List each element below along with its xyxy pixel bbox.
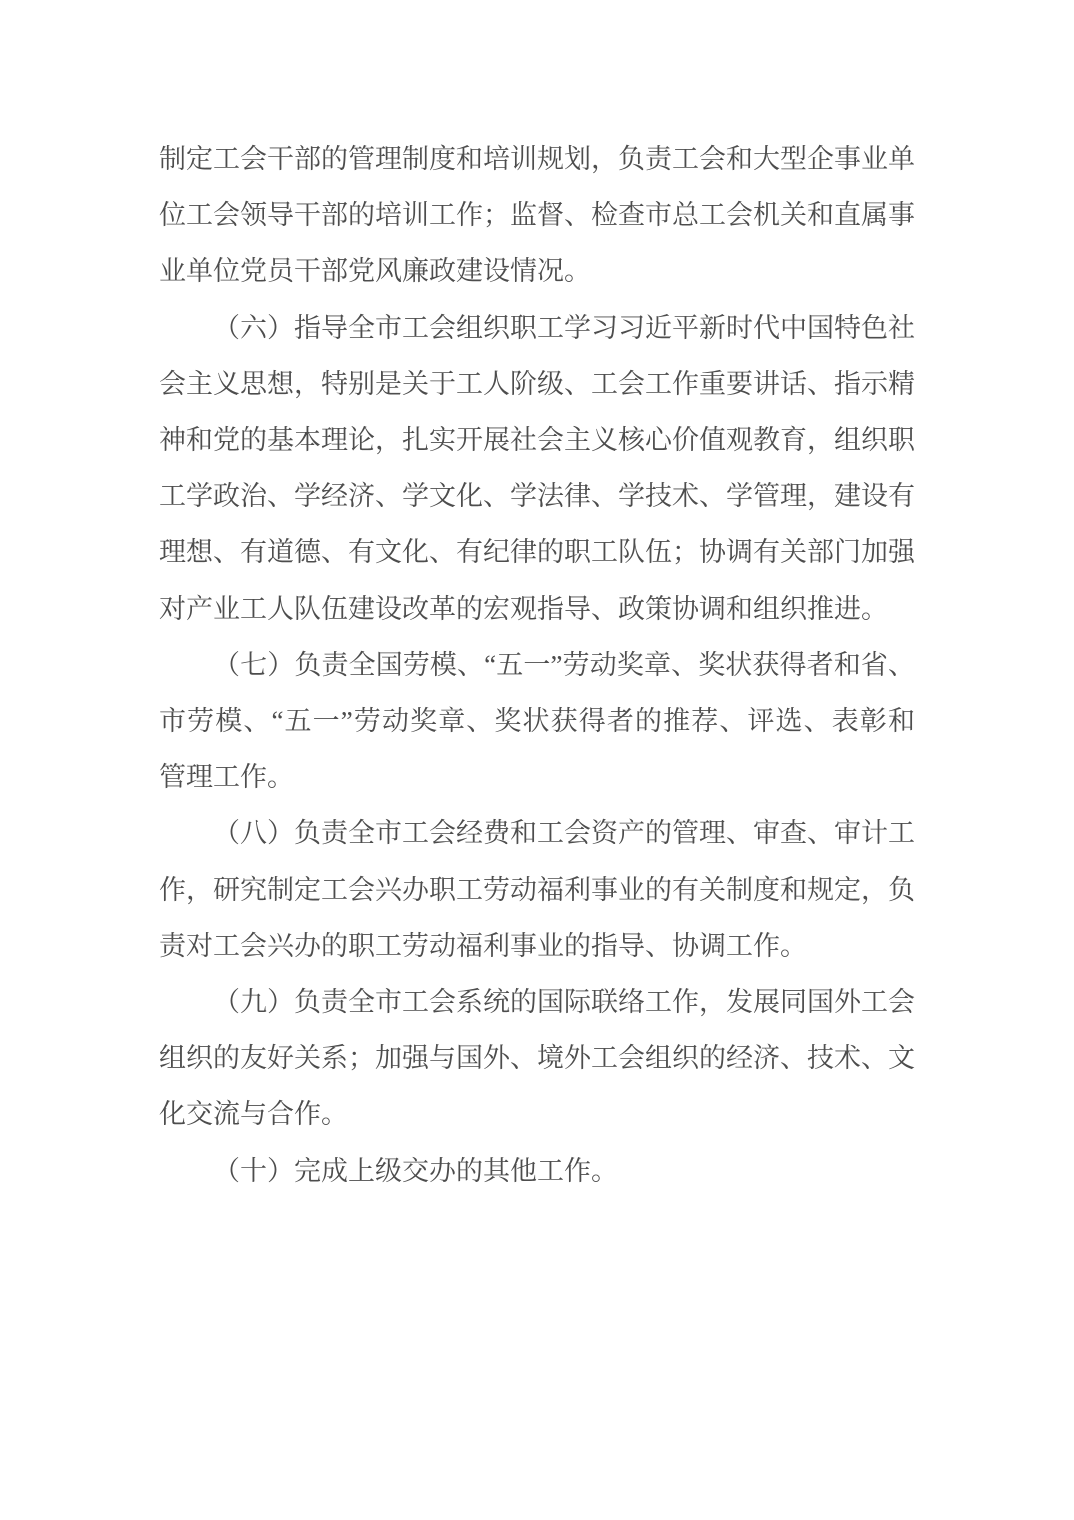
text-line <box>159 1143 915 1199</box>
text-line <box>159 131 915 187</box>
text-line <box>159 693 915 749</box>
text-line <box>159 468 915 524</box>
text-line-content: 对产业工人队伍建设改革的宏观指导、政策协调和组织推进。 <box>159 593 888 624</box>
text-line-content: 化交流与合作。 <box>159 1099 348 1130</box>
text-line-content: 理想、有道德、有文化、有纪律的职工队伍；协调有关部门加强 <box>159 537 915 568</box>
text-line-content: （六）指导全市工会组织职工学习习近平新时代中国特色社 <box>213 312 915 343</box>
text-line <box>159 356 915 412</box>
text-line-content: 作，研究制定工会兴办职工劳动福利事业的有关制度和规定，负 <box>159 874 915 905</box>
text-line <box>159 862 915 918</box>
text-line <box>159 637 915 693</box>
text-line <box>159 1030 915 1086</box>
text-line-content: 神和党的基本理论，扎实开展社会主义核心价值观教育，组织职 <box>159 425 915 456</box>
text-line <box>159 1086 915 1142</box>
text-line <box>159 581 915 637</box>
text-line-content: （七）负责全国劳模、“五一”劳动奖章、奖状获得者和省、 <box>213 649 916 680</box>
text-line-content: （八）负责全市工会经费和工会资产的管理、审查、审计工 <box>213 818 915 849</box>
text-line-content: （十）完成上级交办的其他工作。 <box>213 1155 618 1186</box>
text-line-content: 工学政治、学经济、学文化、学法律、学技术、学管理，建设有 <box>159 481 915 512</box>
text-line <box>159 412 915 468</box>
text-line <box>159 805 915 861</box>
text-line-content: 责对工会兴办的职工劳动福利事业的指导、协调工作。 <box>159 930 807 961</box>
text-line-content: （九）负责全市工会系统的国际联络工作，发展同国外工会 <box>213 987 915 1018</box>
text-line-content: 管理工作。 <box>159 762 294 793</box>
text-line-content: 市劳模、“五一”劳动奖章、奖状获得者的推荐、评选、表彰和 <box>159 706 917 737</box>
text-line-content: 业单位党员干部党风廉政建设情况。 <box>159 256 591 287</box>
text-line <box>159 918 915 974</box>
text-line <box>159 974 915 1030</box>
text-line <box>159 187 915 243</box>
text-line <box>159 300 915 356</box>
text-line-content: 组织的友好关系；加强与国外、境外工会组织的经济、技术、文 <box>159 1043 915 1074</box>
document-body <box>159 131 915 1199</box>
text-line-content: 制定工会干部的管理制度和培训规划，负责工会和大型企事业单 <box>159 144 915 174</box>
text-line <box>159 749 915 805</box>
text-line <box>159 524 915 580</box>
text-line-content: 位工会领导干部的培训工作；监督、检查市总工会机关和直属事 <box>159 200 915 231</box>
text-line-content: 会主义思想，特别是关于工人阶级、工会工作重要讲话、指示精 <box>159 368 915 399</box>
text-line <box>159 243 915 299</box>
